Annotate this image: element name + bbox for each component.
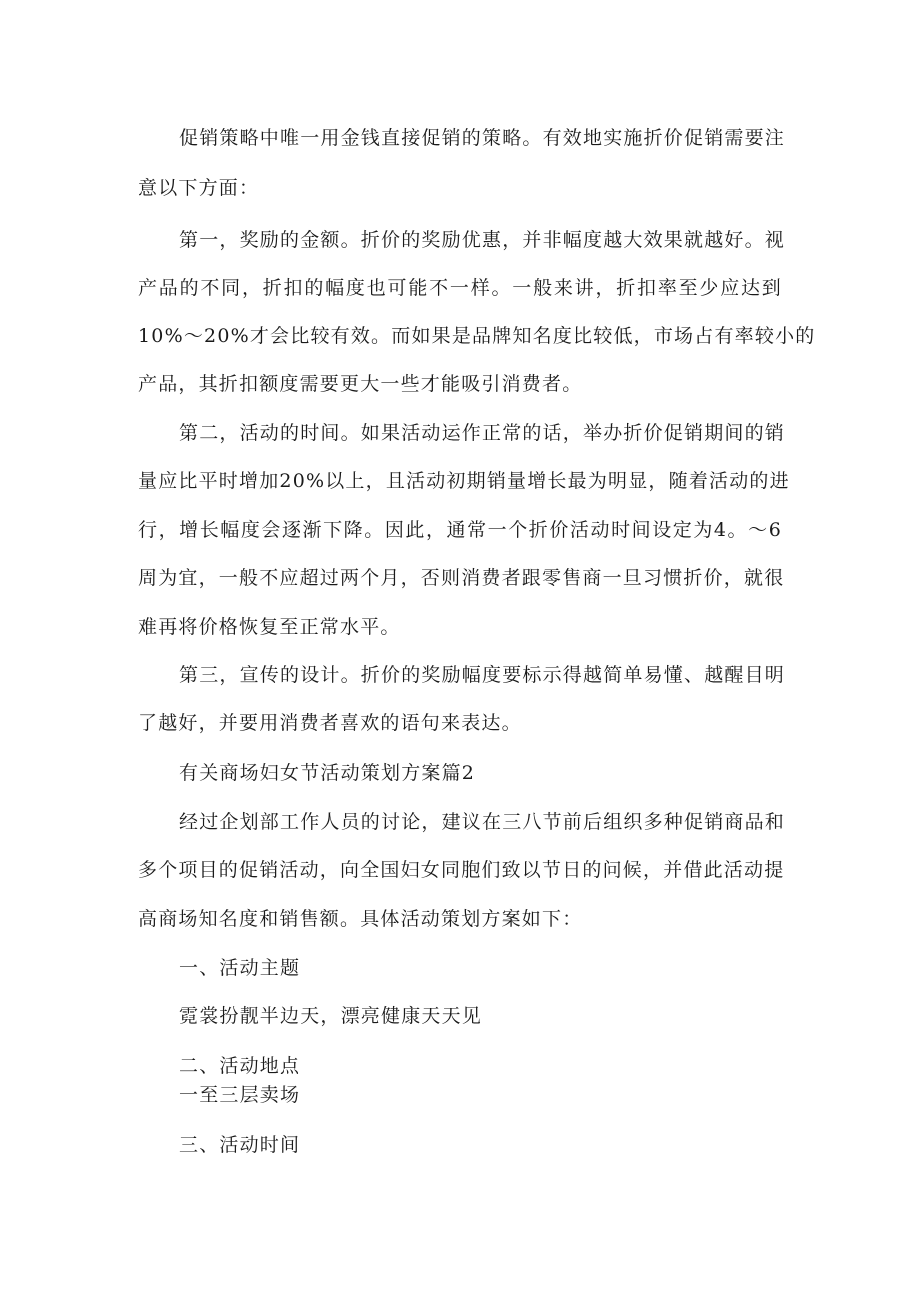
- paragraph-line: 难再将价格恢复至正常水平。: [138, 616, 401, 638]
- paragraph-line: 10%～20%才会比较有效。而如果是品牌知名度比较低，市场占有率较小的: [138, 325, 816, 347]
- paragraph-line: 了越好，并要用消费者喜欢的语句来表达。: [138, 712, 522, 734]
- paragraph-line: 量应比平时增加20%以上，且活动初期销量增长最为明显，随着活动的进: [138, 470, 790, 492]
- paragraph-line: 周为宜，一般不应超过两个月，否则消费者跟零售商一旦习惯折价，就很: [138, 567, 785, 589]
- paragraph-line: 产品，其折扣额度需要更大一些才能吸引消费者。: [138, 373, 583, 395]
- paragraph-line: 高商场知名度和销售额。具体活动策划方案如下：: [138, 908, 583, 930]
- heading-theme: 一、活动主题: [179, 957, 301, 979]
- theme-text: 霓裳扮靓半边天，漂亮健康天天见: [179, 1005, 483, 1027]
- paragraph-line: 促销策略中唯一用金钱直接促销的策略。有效地实施折价促销需要注: [179, 127, 786, 149]
- heading-time: 三、活动时间: [179, 1134, 301, 1156]
- paragraph-line: 第三，宣传的设计。折价的奖励幅度要标示得越简单易懂、越醒目明: [179, 664, 786, 686]
- location-text: 一至三层卖场: [179, 1084, 301, 1106]
- paragraph-line: 多个项目的促销活动，向全国妇女同胞们致以节日的问候，并借此活动提: [138, 859, 785, 881]
- heading-location: 二、活动地点: [179, 1055, 301, 1077]
- paragraph-line: 行，增长幅度会逐渐下降。因此，通常一个折价活动时间设定为4。～6: [138, 519, 782, 541]
- paragraph-line: 意以下方面：: [138, 177, 260, 199]
- paragraph-line: 第二，活动的时间。如果活动运作正常的话，举办折价促销期间的销: [179, 422, 786, 444]
- section-title: 有关商场妇女节活动策划方案篇2: [179, 762, 476, 784]
- paragraph-line: 经过企划部工作人员的讨论，建议在三八节前后组织多种促销商品和: [179, 811, 786, 833]
- paragraph-line: 产品的不同，折扣的幅度也可能不一样。一般来讲，折扣率至少应达到: [138, 277, 782, 299]
- paragraph-line: 第一，奖励的金额。折价的奖励优惠，并非幅度越大效果就越好。视: [179, 229, 786, 251]
